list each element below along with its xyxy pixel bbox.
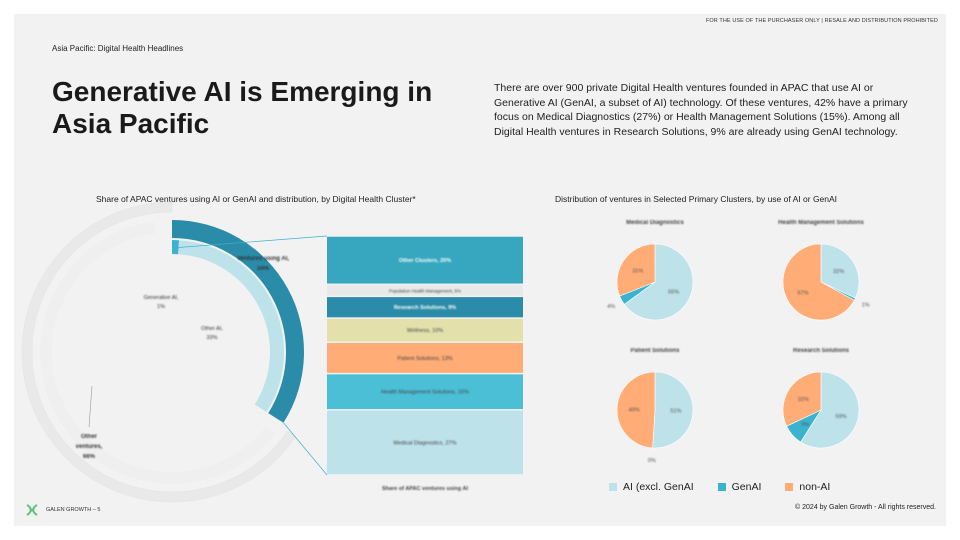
pie-title: Medical Diagnostics xyxy=(626,220,684,226)
pie-title: Health Management Solutions xyxy=(778,220,864,226)
donut-value-other-ai: 33% xyxy=(206,335,218,341)
section-label: Asia Pacific: Digital Health Headlines xyxy=(52,44,184,53)
pie-slice-label: 32% xyxy=(833,268,845,275)
pie-slice-label: 51% xyxy=(670,408,682,415)
stacked-bar-segment-label: Wellness, 10% xyxy=(406,328,444,335)
copyright-text: © 2024 by Galen Growth - All rights reserved. xyxy=(795,504,936,511)
pie-slice-label: 31% xyxy=(632,268,644,275)
legend-label-nonai: non-AI xyxy=(799,481,831,493)
pie-slice-label: 1% xyxy=(861,302,870,309)
donut-hole xyxy=(76,256,268,448)
slide xyxy=(14,14,946,526)
stacked-bar-segment-label: Other Clusters, 20% xyxy=(398,258,452,265)
pie-slice-label: 9% xyxy=(801,421,810,428)
legend-label-genai: GenAI xyxy=(731,481,762,493)
stacked-bar-segment-label: Research Solutions, 9% xyxy=(393,305,457,312)
donut-genai-slice xyxy=(172,240,179,254)
donut-label-other-ai: Other AI, xyxy=(201,326,223,332)
legend-swatch-genai xyxy=(718,483,726,491)
pie-slice-label: 59% xyxy=(835,413,847,420)
legend-swatch-nonai xyxy=(785,483,793,491)
donut-value-other-ventures: 66% xyxy=(82,454,96,460)
donut-label-other-ventures-2: ventures, xyxy=(75,444,103,450)
donut-value-genai: 1% xyxy=(157,304,165,310)
pie-slice-label: 4% xyxy=(607,304,616,311)
stacked-bar-segment-label: Patient Solutions, 13% xyxy=(397,355,453,362)
pie-title: Patient Solutions xyxy=(630,348,680,354)
pie-slice-label: 49% xyxy=(628,407,640,414)
legend-item-ai xyxy=(609,481,694,493)
donut-label-genai: Generative AI, xyxy=(143,295,179,301)
left-chart-title: Share of APAC ventures using AI or GenAI and distribution, by Digital Health Cluster* xyxy=(96,194,416,204)
intro-paragraph: There are over 900 private Digital Health ventures founded in APAC that use AI or Generative AI (GenAI, a subset of AI) technology. Of these ventures, 42% have a primary focus on Medical Diagnostics (27%) or Health Management Solutions (15%). Among all Digital Health ventures in Research Solutions, 9% are already using GenAI technology. xyxy=(494,82,908,138)
connector-line-bottom xyxy=(283,423,327,475)
pie-slice-label: 67% xyxy=(797,290,809,297)
footer-brand-block xyxy=(24,502,100,518)
footer-brand-text: GALEN GROWTH – 5 xyxy=(46,507,101,513)
donut-label-other-ventures-1: Other xyxy=(80,434,98,440)
pie-title: Research Solutions xyxy=(792,348,850,354)
page-title: Generative AI is Emerging in Asia Pacific xyxy=(52,76,433,139)
stacked-bar-segment-label: Medical Diagnostics, 27% xyxy=(393,440,457,447)
legend-label-ai: AI (excl. GenAI xyxy=(623,481,694,493)
legend-item-genai xyxy=(718,481,762,493)
pie-slice-label: 65% xyxy=(668,289,680,296)
stacked-bar-segment-label: Health Management Solutions, 15% xyxy=(381,389,469,396)
charts-canvas xyxy=(14,14,946,526)
stacked-bar-segment-label: Population Health Management, 5% xyxy=(388,288,462,294)
galen-growth-logo-icon xyxy=(24,502,40,518)
legend xyxy=(609,481,830,493)
right-chart-title: Distribution of ventures in Selected Primary Clusters, by use of AI or GenAI xyxy=(555,194,838,204)
disclaimer-text: FOR THE USE OF THE PURCHASER ONLY | RESALE AND DISTRIBUTION PROHIBITED xyxy=(705,18,938,24)
stacked-bar-x-label: Share of APAC ventures using AI xyxy=(382,486,468,492)
donut-label-ventures-ai: Ventures using AI, xyxy=(236,256,290,262)
pie-slice-label: 0% xyxy=(647,457,656,464)
legend-swatch-ai xyxy=(609,483,617,491)
pie-slice-label: 32% xyxy=(797,396,809,403)
donut-value-ventures-ai: 34% xyxy=(256,266,270,272)
legend-item-nonai xyxy=(785,481,830,493)
